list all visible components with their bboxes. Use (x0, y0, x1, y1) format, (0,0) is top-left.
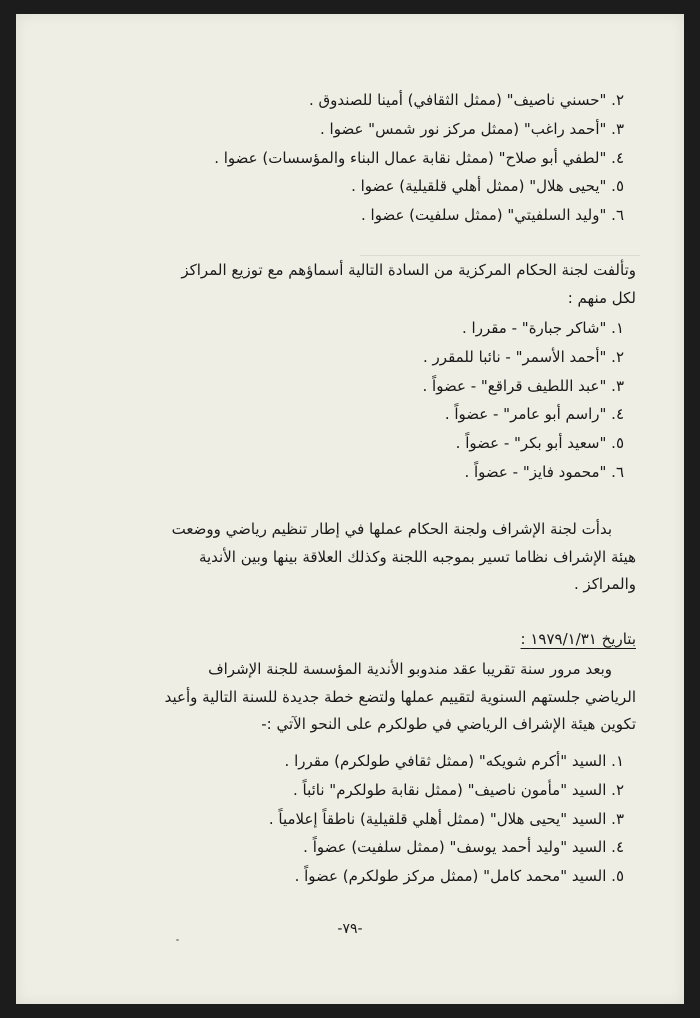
paragraph-committees-start (76, 516, 636, 599)
list-item: ٣. "أحمد راغب" (ممثل مركز نور شمس" عضوا . (320, 119, 624, 138)
list-item: ٢. السيد "مأمون ناصيف" (ممثل نقابة طولكرم" نائباً . (292, 780, 624, 799)
referees-intro (76, 257, 636, 312)
paragraph-line: والمراكز . (573, 575, 636, 593)
paper-speck (176, 939, 179, 941)
paragraph-line: الرياضي جلستهم السنوية لتقييم عملها ولتضع خطة جديدة للسنة التالية وأعيد (164, 687, 636, 706)
list-item: ٤. السيد "وليد أحمد يوسف" (ممثل سلفيت) عضواً . (303, 838, 624, 857)
date-heading: بتاريخ ١٩٧٩/١/٣١ : (520, 630, 636, 648)
list-new-board (76, 747, 636, 891)
list-item: ٤. "راسم أبو عامر" - عضواً . (444, 405, 624, 424)
paragraph-annual-meeting (76, 656, 636, 739)
paragraph-line: وتألفت لجنة الحكام المركزية من السادة التالية أسماؤهم مع توزيع المراكز (181, 261, 636, 279)
page-number: -٧٩- (337, 921, 363, 937)
section-date (76, 626, 636, 652)
list-item: ٢. "أحمد الأسمر" - نائبا للمقرر . (423, 347, 624, 366)
paragraph-line: تكوين هيئة الإشراف الرياضي في طولكرم على النحو الآتي :- (261, 715, 636, 733)
list-item: ١. السيد "أكرم شويكه" (ممثل ثقافي طولكرم) مقررا . (284, 752, 624, 770)
list-item: ٣. "عبد اللطيف قراقع" - عضواً . (422, 376, 624, 395)
list-item: ١. "شاكر جبارة" - مقررا . (462, 319, 624, 337)
list-item: ٥. "يحيى هلال" (ممثل أهلي قلقيلية) عضوا . (351, 177, 624, 196)
list-item: ٥. السيد "محمد كامل" (ممثل مركز طولكرم) عضواً . (294, 867, 624, 886)
list-committee-continued (76, 86, 636, 230)
paragraph-line: وبعد مرور سنة تقريبا عقد مندوبو الأندية المؤسسة للجنة الإشراف (208, 660, 612, 678)
list-referees (76, 314, 636, 487)
list-item: ٣. السيد "يحيى هلال" (ممثل أهلي قلقيلية) ناطقاً إعلامياً . (268, 809, 624, 828)
paragraph-line: هيئة الإشراف نظاما تسير بموجبه اللجنة وكذلك العلاقة بينها وبين الأندية (198, 547, 636, 566)
paragraph-line: بدأت لجنة الإشراف ولجنة الحكام عملها في إطار تنظيم رياضي ووضعت (171, 520, 612, 538)
list-item: ٥. "سعيد أبو بكر" - عضواً . (455, 434, 624, 453)
paragraph-line: لكل منهم : (567, 288, 636, 307)
faint-rule-mark (360, 255, 640, 256)
list-item: ٢. "حسني ناصيف" (ممثل الثقافي) أمينا للصندوق . (308, 91, 624, 109)
list-item: ٦. "محمود فايز" - عضواً . (464, 462, 624, 481)
list-item: ٦. "وليد السلفيتي" (ممثل سلفيت) عضوا . (361, 206, 624, 225)
list-item: ٤. "لطفي أبو صلاح" (ممثل نقابة عمال البناء والمؤسسات) عضوا . (214, 148, 624, 167)
